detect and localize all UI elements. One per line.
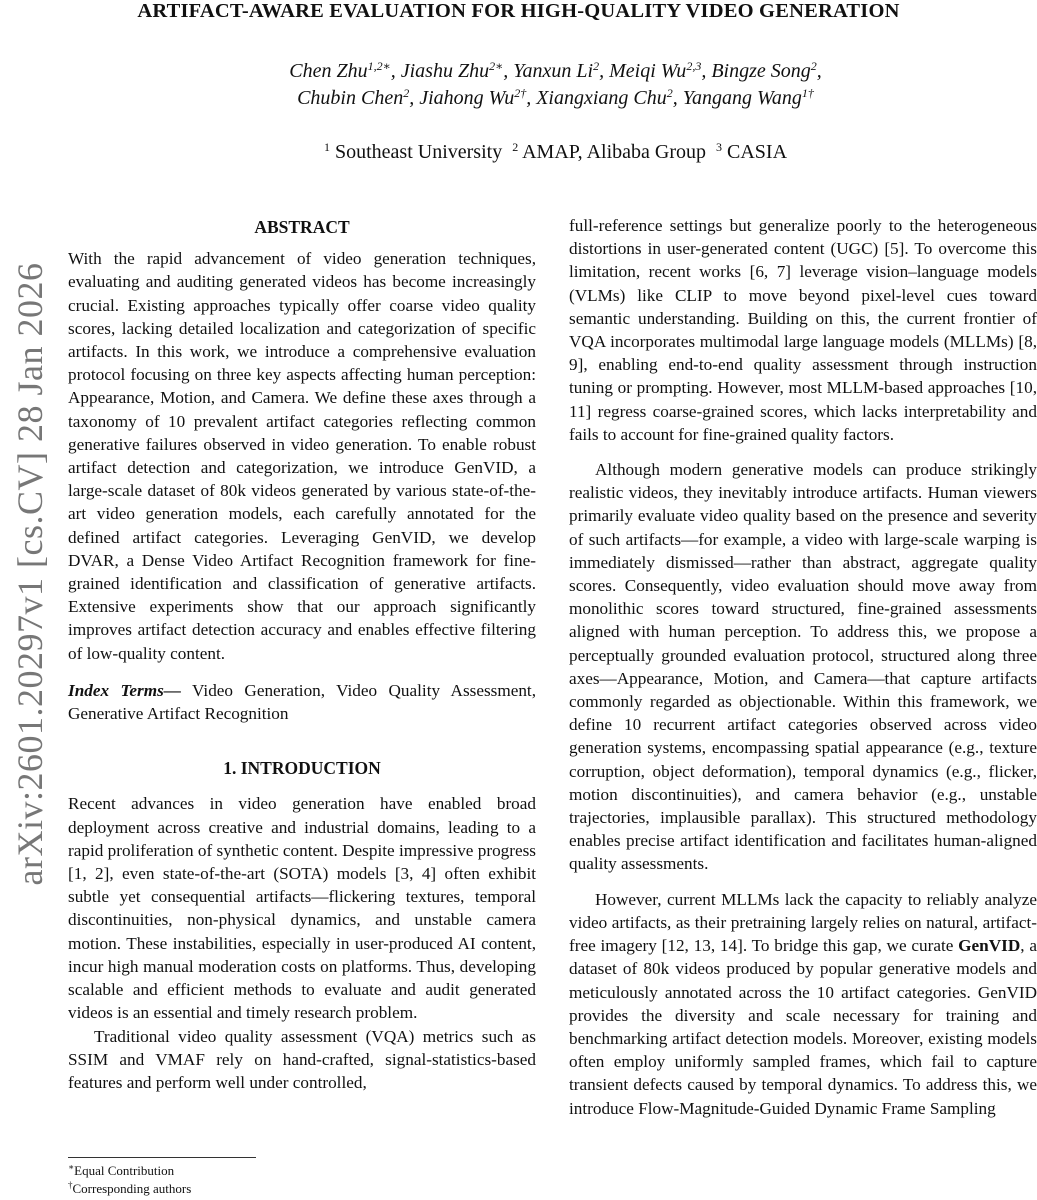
author-line-1: Chen Zhu$^{1,2∗}$, Jiashu Zhu$^{2∗}$, Yanxun Li$^2$, Meiqi Wu$^{2,3}$, Bingze Song$^2$, bbox=[289, 59, 822, 82]
text-run: . To overcome this limitation, recent works bbox=[569, 239, 1037, 282]
footnotes bbox=[68, 1162, 191, 1198]
author-name: Chubin Chen bbox=[297, 87, 404, 109]
text-run: full-reference settings but generalize poorly to the heterogeneous distortions in user-generated content (UGC) bbox=[569, 216, 1037, 259]
text-run: , a dataset of 80k videos produced by popular generative models and meticulously annotated across the 10 artifact categories. GenVID provides the diversity and scale necessary for training and benchmarking artifact detection models. Moreover, existing models often employ uniformly sampled frames, which fail to capture transient defects caused by temporal dynamics. To address this, we introduce Flow-Magnitude-Guided Dynamic Frame Sampling bbox=[569, 936, 1037, 1118]
affil-sup: 2 bbox=[512, 140, 519, 154]
intro-paragraph-2-cont bbox=[569, 214, 1037, 446]
text-run: . To bridge this gap, we curate bbox=[742, 936, 959, 956]
citation-link[interactable]: [3, 4] bbox=[394, 864, 437, 884]
arxiv-identifier: arXiv:2601.20297v1 [cs.CV] 28 Jan 2026 bbox=[10, 262, 50, 886]
dataset-name: GenVID bbox=[958, 936, 1021, 956]
footnote-corresponding bbox=[68, 1180, 191, 1198]
footnote-rule bbox=[68, 1157, 256, 1158]
author-line-2: Chubin Chen$^2$, Jiahong $Wu^{2\dagger}$, Xiangxiang Chu$^2$, Yangang Wang$^{1\dagger}$ bbox=[297, 86, 814, 109]
citation-link[interactable]: [10, 11] bbox=[569, 378, 1037, 421]
footnote-mark: † bbox=[68, 1180, 73, 1190]
author-name: Yanxun Li bbox=[513, 60, 594, 82]
affil-sup: 1 bbox=[323, 140, 330, 154]
index-terms-text: Video Generation, Video Quality Assessment, Generative Artifact Recognition bbox=[68, 680, 536, 724]
intro-paragraph-1 bbox=[68, 792, 536, 1024]
paper-title: ARTIFACT-AWARE EVALUATION FOR HIGH-QUALITY VIDEO GENERATION bbox=[137, 0, 900, 22]
author-name: Meiqi Wu bbox=[609, 60, 687, 82]
author-name: Xiangxiang Chu bbox=[536, 87, 667, 109]
abstract-heading: ABSTRACT bbox=[254, 217, 350, 237]
author-sup: 2 bbox=[403, 86, 410, 100]
citation-link[interactable]: [8, 9] bbox=[569, 332, 1037, 375]
citation-link[interactable]: [5] bbox=[884, 239, 905, 259]
author-sup: 2 bbox=[666, 86, 673, 100]
citation-link[interactable]: [12, 13, 14] bbox=[661, 936, 743, 956]
text-run: , even state-of-the-art (SOTA) models bbox=[109, 864, 395, 884]
footnote-text: Corresponding authors bbox=[72, 1181, 192, 1196]
text-run: , enabling end-to-end quality assessment through instruction tuning or prompting. However, most MLLM-based approaches bbox=[569, 355, 1037, 398]
affil-name: Southeast University bbox=[334, 141, 503, 163]
text-run: However, current MLLMs lack the capacity to reliably analyze video artifacts, as their pretraining largely relies on natural, artifact-free imagery bbox=[569, 889, 1037, 956]
intro-heading: 1. INTRODUCTION bbox=[223, 758, 381, 779]
affil-name: AMAP, Alibaba Group bbox=[522, 141, 706, 163]
author-name: Chen Zhu bbox=[289, 60, 368, 82]
text-run: often exhibit subtle yet consequential artifacts—flickering textures, temporal discontinuities, non-physical dynamics, and unstable camera motion. These instabilities, especially in user-produced AI content, incur high manual moderation costs on platforms. Thus, developing scalable and efficient methods to evaluate and audit generated videos is an essential and timely research problem. bbox=[68, 864, 537, 1023]
author-list bbox=[0, 58, 1037, 112]
left-column bbox=[68, 216, 536, 1094]
author-sup: 2∗ bbox=[489, 59, 504, 73]
author-sup: 2 bbox=[593, 59, 600, 73]
text-run: regress coarse-grained scores, which lacks interpretability and fails to account for fine-grained quality factors. bbox=[569, 401, 1037, 444]
author-name: Jiashu Zhu bbox=[400, 60, 490, 82]
affil-name: CASIA bbox=[727, 141, 788, 163]
footnote-text: Equal Contribution bbox=[74, 1163, 175, 1178]
intro-paragraph-3: Although modern generative models can produce strikingly realistic videos, they inevitably introduce artifacts. Human viewers primarily evaluate video quality based on the presence and severity of such artifacts—for example, a video with large-scale warping is immediately dismissed—rather than abstract, aggregate quality scores. Consequently, video evaluation should move away from monolithic scores toward structured, fine-grained assessments aligned with human perception. To address this, we propose a perceptually grounded evaluation protocol, structured along three axes—Appearance, Motion, and Camera—that capture artifacts commonly regarded as objectionable. Within this framework, we define 10 recurrent artifact categories observed across video generation systems, encompassing spatial appearance (e.g., texture corruption, object deformation), temporal dynamics (e.g., flicker, motion discontinuities), and camera behavior (e.g., unstable trajectories, implausible parallax). This structured methodology enables precise artifact identification and facilitates human-aligned quality assessments. bbox=[569, 460, 1037, 874]
intro-paragraph-4 bbox=[569, 888, 1037, 1120]
footnote-mark: ∗ bbox=[68, 1162, 75, 1172]
author-sup: 1† bbox=[801, 86, 814, 100]
author-name: Yangang Wang bbox=[682, 87, 802, 109]
citation-link[interactable]: [6, 7] bbox=[749, 262, 792, 282]
abstract-text: With the rapid advancement of video generation techniques, evaluating and auditing generated videos has become increasingly crucial. Existing approaches typically offer coarse video quality scores, lacking detailed localization and categorization of specific artifacts. In this work, we introduce a comprehensive evaluation protocol focusing on three key aspects affecting human perception: Appearance, Motion, and Camera. We define these axes through a taxonomy of 10 prevalent artifact categories reflecting common generative failures observed in video generation. To enable robust artifact detection and categorization, we introduce GenVID, a large-scale dataset of 80k videos generated by various state-of-the-art video generation models, each carefully annotated for the defined artifact categories. Leveraging GenVID, we develop DVAR, a Dense Video Artifact Recognition framework for fine-grained identification and classification of generative artifacts. Extensive experiments show that our approach significantly improves artifact detection accuracy and enables effective filtering of low-quality content. bbox=[68, 249, 536, 663]
author-sup: 1,2∗ bbox=[367, 59, 391, 73]
author-name: Bingze Song bbox=[711, 60, 811, 82]
right-column bbox=[569, 214, 1037, 1120]
intro-paragraph-2: Traditional video quality assessment (VQA) metrics such as SSIM and VMAF rely on hand-crafted, signal-statistics-based features and perform well under controlled, bbox=[68, 1026, 536, 1092]
affiliations bbox=[0, 139, 1037, 166]
index-terms-label: Index Terms— bbox=[68, 680, 181, 700]
text-run: Recent advances in video generation have enabled broad deployment across creative and industrial domains, leading to a rapid proliferation of synthetic content. Despite impressive progress bbox=[68, 794, 536, 860]
index-terms bbox=[68, 679, 536, 725]
author-name: Jiahong Wu bbox=[419, 87, 515, 109]
author-sup: 2,3 bbox=[686, 59, 702, 73]
affil-sup: 3 bbox=[716, 140, 722, 154]
citation-link[interactable]: [1, 2] bbox=[68, 864, 110, 884]
author-sup: 2† bbox=[514, 86, 527, 100]
footnote-equal bbox=[68, 1162, 191, 1180]
text-run: leverage vision–language models (VLMs) like CLIP to move beyond pixel-level cues toward semantic understanding. Building on this, the current frontier of VQA incorporates multimodal large language models (MLLMs) bbox=[569, 262, 1037, 352]
author-sup: 2 bbox=[810, 59, 817, 73]
